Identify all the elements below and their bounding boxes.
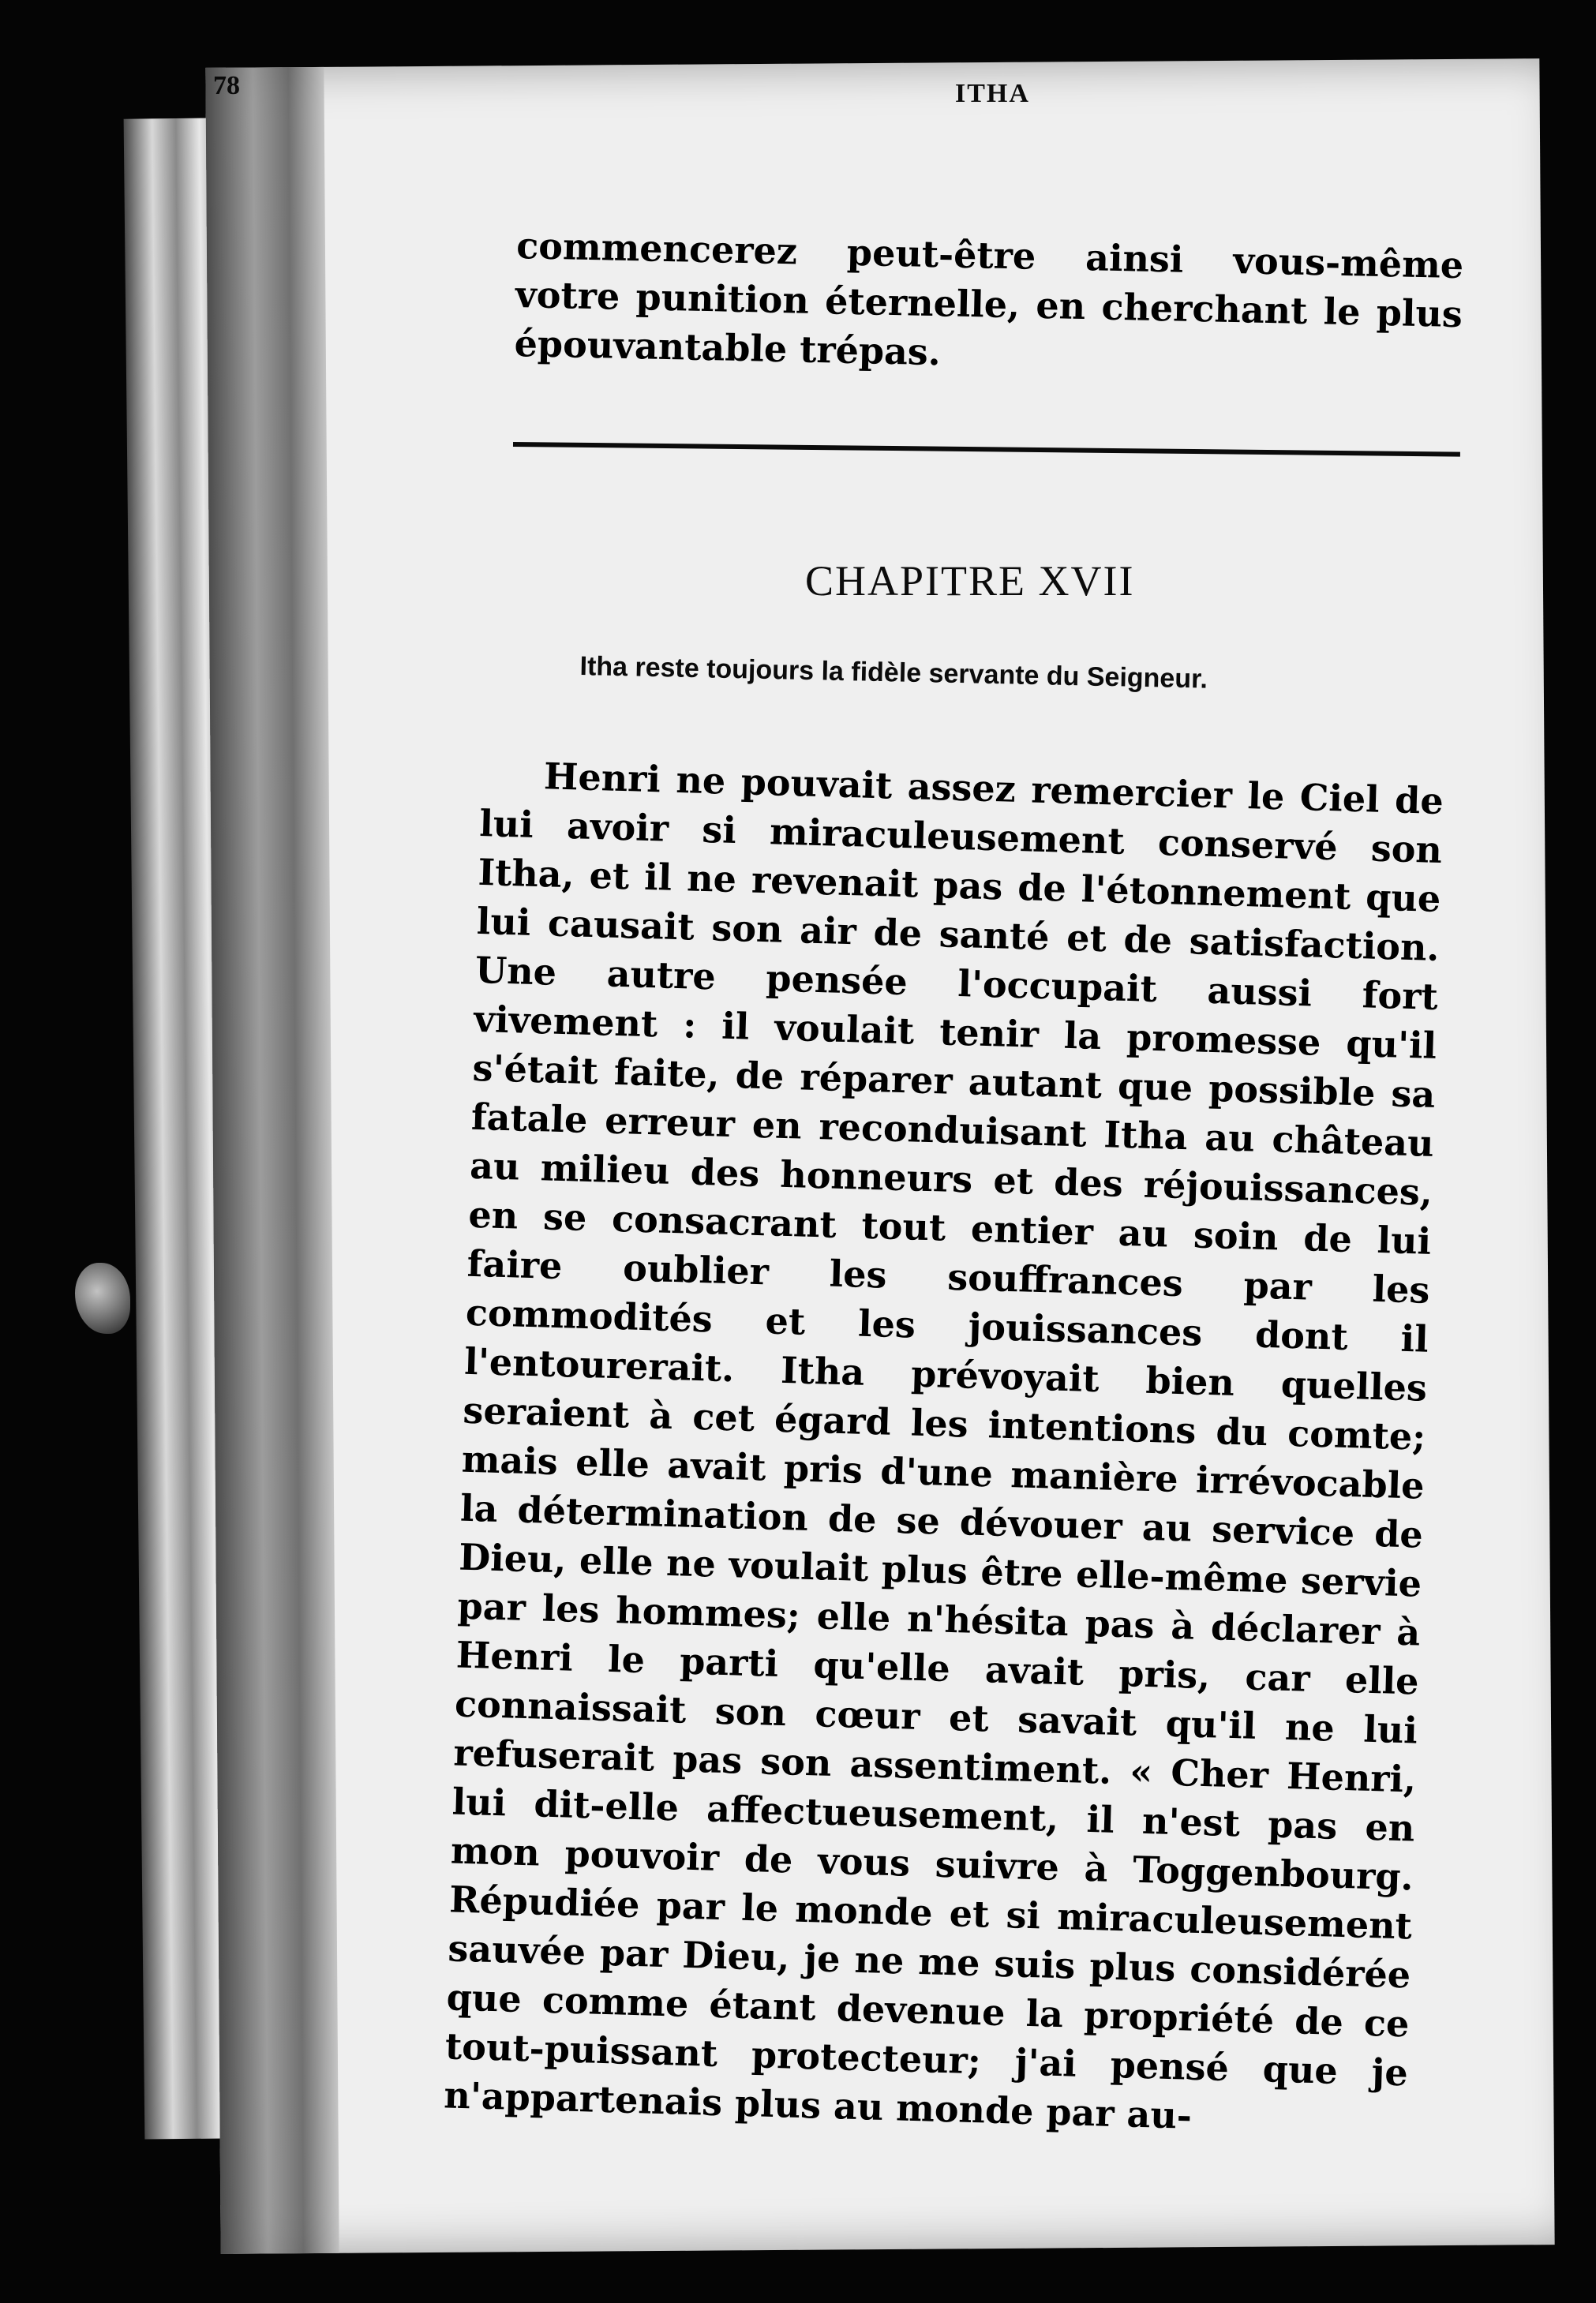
book-binding-shadow [205,67,339,2254]
page-number: 78 [213,71,240,100]
paragraph-indent [481,787,544,788]
continuation-paragraph: commencerez peut-être ainsi vous-même votre punition éternelle, en cherchant le plus épouvantable trépas. [514,223,1464,374]
paper-smudge [75,1263,130,1334]
chapter-subtitle: Itha reste toujours la fidèle servante du Seigneur. [579,651,1208,695]
running-header-title: ITHA [955,79,1030,108]
chapter-title: CHAPITRE XVII [805,557,1135,605]
main-paragraph-text: Henri ne pouvait assez remercier le Ciel de lui avoir si miraculeusement conservé son Itha, et il ne revenait pas de l'étonnement que lui causait son air de santé et de satisfaction. Une autre pensée l'occupait aussi fort vivement : il voulait tenir la promesse qu'il s'était faite, de réparer autant que possible sa fatale erreur en reconduisant Itha au château au milieu des honneurs et des réjouissances, en se consacrant tout entier au soin de lui faire oublier les souffrances par les commodités et les jouissances dont il l'entourerait. Itha prévoyait bien quelles seraient à cet égard les intentions du comte; mais elle avait pris d'une manière irrévocable la détermination de se dévouer au service de Dieu, elle ne voulait plus être elle-même servie par les hommes; elle n'hésita pas à déclarer à Henri le parti qu'elle avait pris, car elle connaissait son cœur et savait qu'il ne lui refuserait pas son assentiment. « Cher Henri, lui dit-elle affectueusement, il n'est pas en mon pouvoir de vous suivre à Toggenbourg. Répudiée par le monde et si miraculeusement sauvée par Dieu, je ne me suis plus considérée que comme étant devenue la propriété de ce tout-puissant protecteur; j'ai pensé que je n'appartenais plus au monde par au- [443,755,1444,2137]
main-paragraph [444,750,1444,2146]
